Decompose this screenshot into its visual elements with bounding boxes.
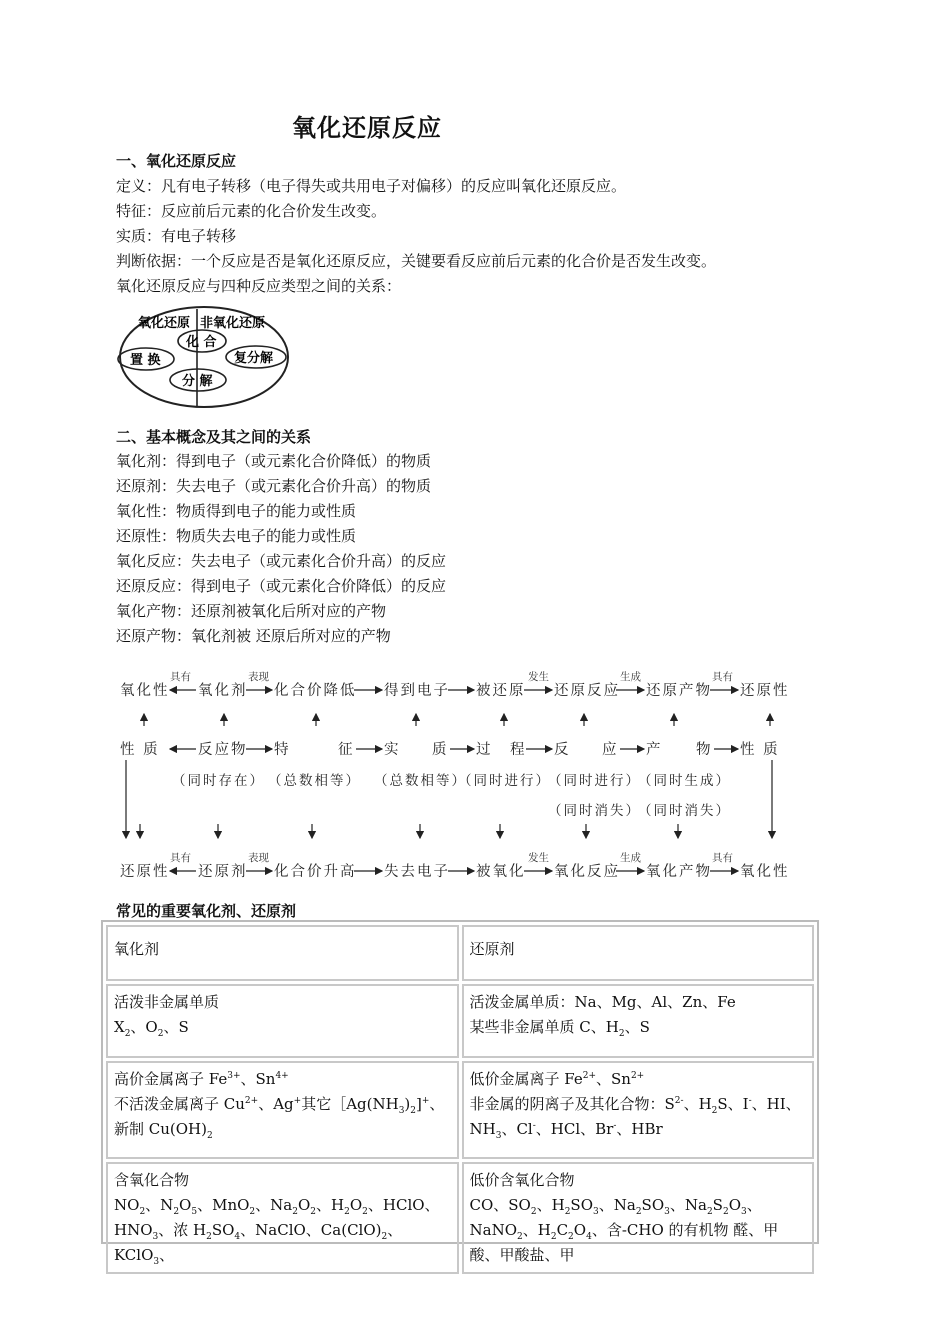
- venn-nonredox-label: 非氧化还原: [200, 316, 266, 331]
- venn-decomposition-label: 分 解: [182, 374, 213, 389]
- flow-mid-char-ying: 应: [602, 742, 617, 758]
- reductant-definition: 还原剂：失去电子（或元素化合价升高）的物质: [116, 477, 432, 495]
- flow-label-top-has-2: 具有: [712, 671, 733, 683]
- table-cell: 低价含氧化合物 CO、$SO_2$、$H_2SO_3$、$Na_2SO_3$、$Na_2S_2O_3$、NaNO$_2$、$H_2C_2O_4$、含-CHO 的有机物 醛、甲酸、甲酸盐、甲: [462, 1162, 815, 1274]
- feature-line: 特征：反应前后元素的化合价发生改变。: [116, 202, 387, 220]
- flow-note-simultaneous-2: （同时进行）: [548, 773, 641, 789]
- flow-mid-char-shi: 实: [384, 742, 399, 758]
- oxidizing-property-definition: 氧化性：物质得到电子的能力或性质: [116, 502, 357, 520]
- flow-mid-char-zheng: 征: [338, 742, 353, 758]
- column-header-reductant: 还原剂: [462, 925, 815, 981]
- reduction-reaction-definition: 还原反应：得到电子（或元素化合价降低）的反应: [116, 577, 447, 595]
- flow-top-gain-electrons: 得到电子: [384, 683, 450, 699]
- section-heading-2: 二、基本概念及其之间的关系: [116, 428, 312, 446]
- flow-note-formed-together: （同时生成）: [638, 773, 731, 789]
- reduction-product-definition: 还原产物：氧化剂被 还原后所对应的产物: [116, 627, 391, 645]
- flow-note-equal-total-1: （总数相等）: [268, 773, 361, 789]
- flow-bottom-reductant: 还原剂: [198, 864, 248, 880]
- table-cell: 含氧化合物 $NO_2$、$N_2O_5$、MnO$_2$、$Na_2O_2$、$H_2O_2$、HClO、$HNO_3$、浓 $H_2SO_4$、NaClO、$Ca(ClO)_2$、KClO$_3$、: [106, 1162, 459, 1274]
- flow-note-vanish-1: （同时消失）: [548, 803, 641, 819]
- venn-combination-label: 化 合: [186, 335, 217, 350]
- criterion-line: 判断依据：一个反应是否是氧化还原反应，关键要看反应前后元素的化合价是否发生改变。: [116, 252, 717, 270]
- flow-note-vanish-2: （同时消失）: [638, 803, 731, 819]
- flow-bottom-valence-increase: 化合价升高: [274, 864, 357, 880]
- table-row: [106, 1162, 814, 1274]
- flow-mid-property: 性 质: [120, 742, 160, 758]
- flow-label-bottom-has-1: 具有: [170, 852, 191, 864]
- flow-label-top-shows: 表现: [248, 671, 269, 683]
- flow-note-coexist: （同时存在）: [172, 773, 265, 789]
- flow-top-oxidant: 氧化剂: [198, 683, 248, 699]
- definition-line: 定义：凡有电子转移（电子得失或共用电子对偏移）的反应叫氧化还原反应。: [116, 177, 627, 195]
- table-cell: 活泼非金属单质 $X_2$、$O_2$、S: [106, 984, 459, 1058]
- flow-mid-property-right: 性 质: [740, 742, 780, 758]
- oxidation-reaction-definition: 氧化反应：失去电子（或元素化合价升高）的反应: [116, 552, 447, 570]
- reaction-type-venn-diagram: [116, 303, 296, 411]
- flow-mid-char-guo: 过: [476, 742, 491, 758]
- oxidation-product-definition: 氧化产物：还原剂被氧化后所对应的产物: [116, 602, 387, 620]
- flow-mid-char-te: 特: [274, 742, 289, 758]
- flow-bottom-lose-electrons: 失去电子: [384, 864, 450, 880]
- section1-body: [116, 174, 716, 299]
- flow-label-top-has-1: 具有: [170, 671, 191, 683]
- flow-bottom-reducing-property: 还原性: [120, 864, 170, 880]
- section2-body: [116, 449, 446, 649]
- flow-mid-char-cheng: 程: [510, 742, 525, 758]
- flow-mid-char-wu: 物: [696, 742, 711, 758]
- section-heading-1: 一、氧化还原反应: [116, 152, 237, 170]
- table-cell: 活泼金属单质：Na、Mg、Al、Zn、Fe 某些非金属单质 C、$H_2$、S: [462, 984, 815, 1058]
- flow-label-bottom-shows: 表现: [248, 852, 269, 864]
- venn-double-decomposition-label: 复分解: [234, 351, 274, 366]
- flow-bottom-oxidizing-property: 氧化性: [740, 864, 790, 880]
- flow-mid-reactant: 反应物: [198, 742, 248, 758]
- flow-mid-char-chan: 产: [646, 742, 661, 758]
- flow-top-reduced: 被还原: [476, 683, 526, 699]
- table-cell: 低价金属离子 $Fe^{2+}$、$Sn^{2+}$ 非金属的阴离子及其化合物：$S^{2-}$、$H_2S$、I-、HI、$NH_3$、Cl-、HCl、Br-、HBr: [462, 1061, 815, 1159]
- flow-note-simultaneous-1: （同时进行）: [458, 773, 551, 789]
- flow-label-bottom-generates: 生成: [620, 852, 641, 864]
- section-heading-3: 常见的重要氧化剂、还原剂: [116, 902, 297, 920]
- essence-line: 实质：有电子转移: [116, 227, 237, 245]
- table-row: [106, 1061, 814, 1159]
- flow-note-equal-total-2: （总数相等）: [374, 773, 467, 789]
- table-header-row: [106, 925, 814, 981]
- flow-top-reduction-reaction: 还原反应: [554, 683, 620, 699]
- flow-label-bottom-undergoes: 发生: [528, 852, 549, 864]
- venn-redox-label: 氧化还原: [138, 316, 191, 331]
- flow-bottom-oxidation-reaction: 氧化反应: [554, 864, 620, 880]
- oxidant-reductant-table: [101, 920, 819, 1267]
- flow-top-valence-decrease: 化合价降低: [274, 683, 357, 699]
- table-cell: 高价金属离子 $Fe^{3+}$、$Sn^{4+}$ 不活泼金属离子 $Cu^{2+}$、Ag+其它$[Ag(NH_3)_2]^+$、新制 $Cu(OH)_2$: [106, 1061, 459, 1159]
- page-title: 氧化还原反应: [292, 114, 442, 142]
- flow-label-top-undergoes: 发生: [528, 671, 549, 683]
- oxidant-definition: 氧化剂：得到电子（或元素化合价降低）的物质: [116, 452, 432, 470]
- table-row: [106, 984, 814, 1058]
- flow-vertical-down-arrows: [126, 760, 772, 838]
- flow-top-reducing-property: 还原性: [740, 683, 790, 699]
- flow-label-top-generates: 生成: [620, 671, 641, 683]
- flow-mid-char-zhi: 质: [432, 742, 447, 758]
- flow-bottom-oxidation-product: 氧化产物: [646, 864, 712, 880]
- flow-vertical-up-arrows: [144, 714, 770, 726]
- flow-mid-char-fan: 反: [554, 742, 569, 758]
- flow-bottom-oxidized: 被氧化: [476, 864, 526, 880]
- flow-top-oxidizing-property: 氧化性: [120, 683, 170, 699]
- column-header-oxidant: 氧化剂: [106, 925, 459, 981]
- flow-top-reduction-product: 还原产物: [646, 683, 712, 699]
- redox-concept-flow-diagram: [112, 664, 802, 886]
- reducing-property-definition: 还原性：物质失去电子的能力或性质: [116, 527, 357, 545]
- flow-label-bottom-has-2: 具有: [712, 852, 733, 864]
- venn-replacement-label: 置 换: [130, 353, 161, 368]
- relation-line: 氧化还原反应与四种反应类型之间的关系：: [116, 277, 402, 295]
